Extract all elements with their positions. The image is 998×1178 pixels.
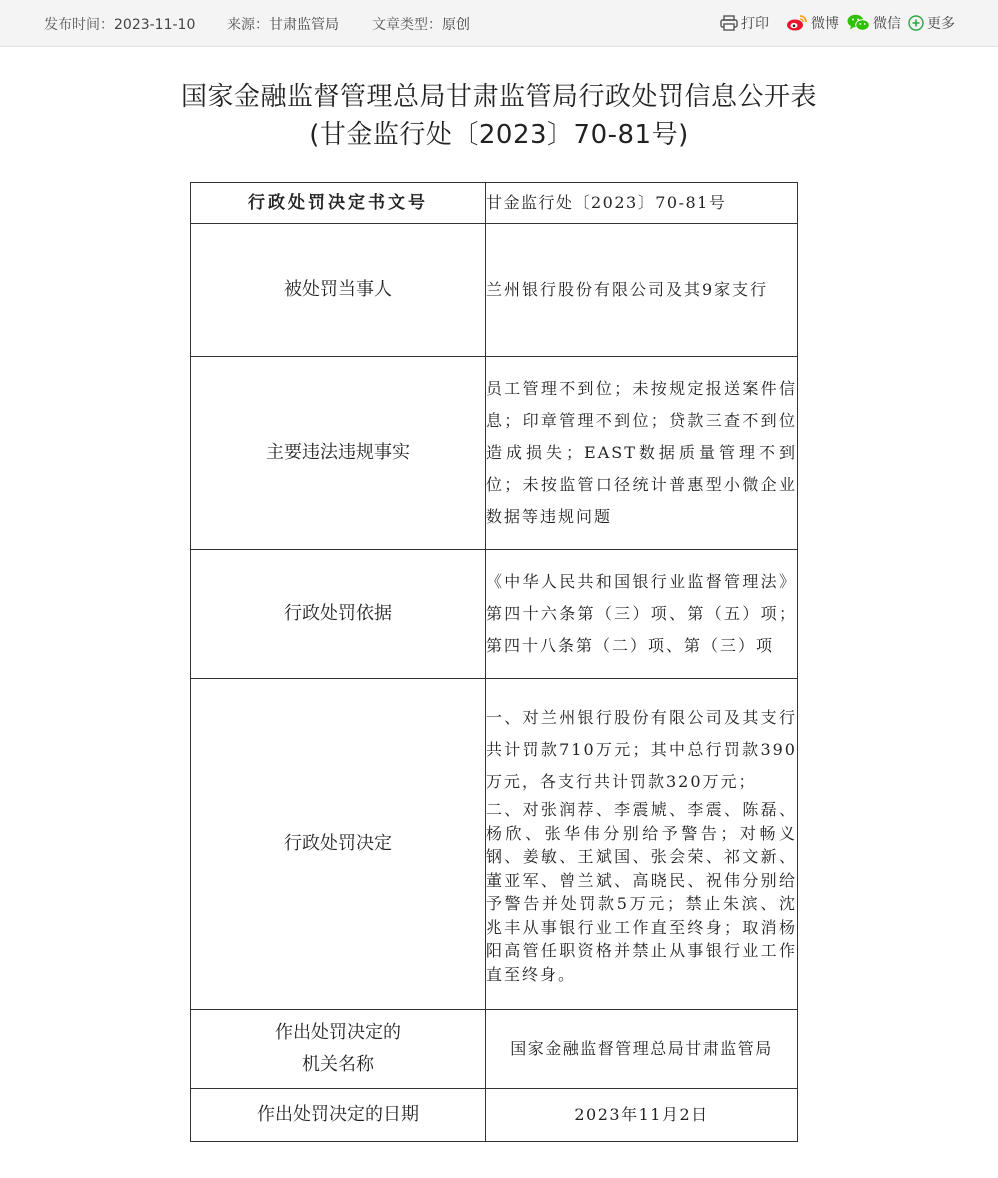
table-row [191, 1089, 798, 1142]
table-row [191, 183, 798, 224]
table-row [191, 1010, 798, 1089]
row-label-legal-basis: 行政处罚依据 [191, 550, 486, 679]
table-row [191, 357, 798, 550]
publish-time [44, 14, 195, 34]
type-value: 原创 [442, 17, 470, 33]
type-label: 文章类型： [372, 17, 442, 33]
printer-icon [720, 15, 738, 31]
share-wechat-button[interactable] [847, 12, 901, 34]
article-source [227, 14, 339, 34]
wechat-icon [847, 14, 870, 32]
table-row [191, 224, 798, 357]
table-row [191, 550, 798, 679]
row-label-authority-line1: 作出处罚决定的 [275, 1022, 401, 1043]
page-subtitle: (甘金监行处〔2023〕70-81号) [309, 120, 689, 150]
row-label-authority [191, 1010, 486, 1089]
weibo-icon [786, 14, 808, 32]
row-value-date: 2023年11月2日 [486, 1089, 798, 1142]
source-value: 甘肃监管局 [269, 17, 339, 33]
decision-item-1: 一、对兰州银行股份有限公司及其支行共计罚款710万元；其中总行罚款390万元，各支行共计罚款320万元； [486, 708, 797, 791]
article-meta-bar [0, 0, 998, 47]
row-value-decision-number: 甘金监行处〔2023〕70-81号 [486, 183, 798, 224]
table-row [191, 679, 798, 1010]
share-weibo-button[interactable] [786, 12, 839, 34]
print-button[interactable] [720, 12, 769, 34]
row-label-violations: 主要违法违规事实 [191, 357, 486, 550]
page-title: 国家金融监督管理总局甘肃监管局行政处罚信息公开表 [180, 82, 817, 112]
plus-circle-icon [908, 15, 924, 31]
row-label-decision: 行政处罚决定 [191, 679, 486, 1010]
row-value-legal-basis: 《中华人民共和国银行业监督管理法》第四十六条第（三）项、第（五）项；第四十八条第（二）项、第（三）项 [486, 550, 798, 679]
row-value-authority: 国家金融监督管理总局甘肃监管局 [486, 1010, 798, 1089]
row-value-violations: 员工管理不到位；未按规定报送案件信息；印章管理不到位；贷款三查不到位造成损失；EAST数据质量管理不到位；未按监管口径统计普惠型小微企业数据等违规问题 [486, 357, 798, 550]
row-label-authority-line2: 机关名称 [302, 1054, 374, 1075]
share-more-button[interactable] [908, 12, 955, 34]
row-value-party: 兰州银行股份有限公司及其9家支行 [486, 224, 798, 357]
wechat-label: 微信 [873, 16, 901, 32]
row-label-decision-number: 行政处罚决定书文号 [191, 183, 486, 224]
row-label-party: 被处罚当事人 [191, 224, 486, 357]
decision-item-2: 二、对张润荐、李震虓、李震、陈磊、杨欣、张华伟分别给予警告；对畅义钢、姜敏、王斌国、张会荣、祁文新、董亚军、曾兰斌、高晓民、祝伟分别给予警告并处罚款5万元；禁止朱滨、沈兆丰从事银行业工作直至终身；取消杨阳高管任职资格并禁止从事银行业工作直至终身。 [486, 800, 797, 984]
print-label: 打印 [741, 16, 769, 32]
publish-time-value: 2023-11-10 [114, 17, 196, 33]
source-label: 来源： [227, 17, 269, 33]
more-label: 更多 [927, 16, 955, 32]
row-label-date: 作出处罚决定的日期 [191, 1089, 486, 1142]
publish-time-label: 发布时间： [44, 17, 114, 33]
weibo-label: 微博 [811, 16, 839, 32]
row-value-decision [486, 679, 798, 1010]
penalty-info-table [190, 182, 798, 1142]
article-type [372, 14, 470, 34]
